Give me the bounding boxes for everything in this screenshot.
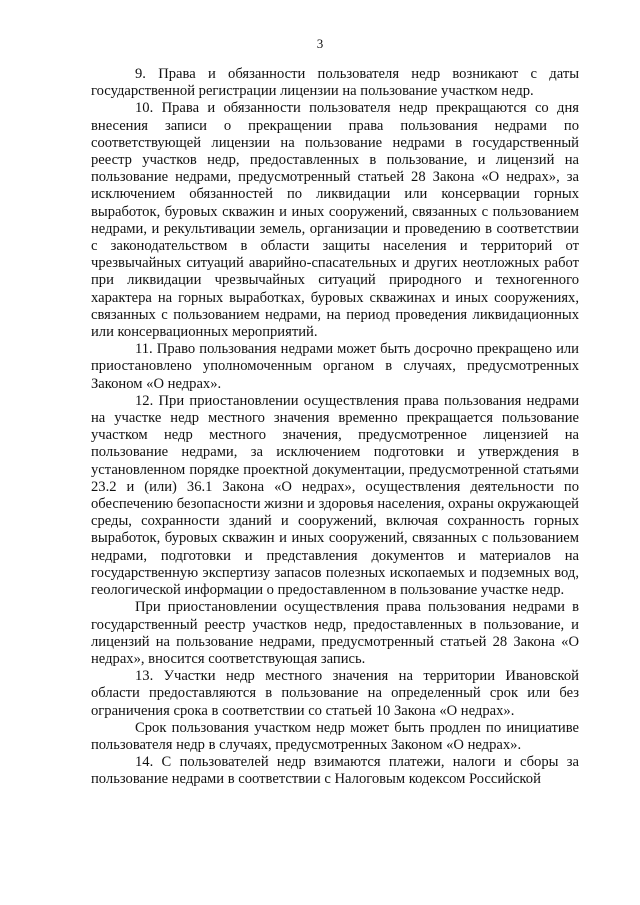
paragraph-11: 11. Право пользования недрами может быть досрочно прекращено или приостановлено уполномоченным органом в случаях, предусмотренных Законом «О недрах». xyxy=(91,341,579,392)
paragraph-14: 14. С пользователей недр взимаются платежи, налоги и сборы за пользование недрами в соответствии с Налоговым кодексом Российской xyxy=(91,754,579,788)
paragraph-9: 9. Права и обязанности пользователя недр возникают с даты государственной регистрации лицензии на пользование участком недр. xyxy=(91,66,579,100)
paragraph-10: 10. Права и обязанности пользователя недр прекращаются со дня внесения записи о прекращении права пользования недрами по соответствующей лицензии на пользование недрами в государственный реестр участков недр, предоставленных в пользование, и лицензий на пользование недрами, предусмотренный статьей 28 Закона «О недрах», за исключением обязанностей по ликвидации или консервации горных выработок, буровых скважин и иных сооружений, связанных с пользованием недрами, и рекультивации земель, организации и проведению в соответствии с законодательством в области защиты населения и территорий от чрезвычайных ситуаций аварийно-спасательных и других неотложных работ при ликвидации чрезвычайных ситуаций природного и техногенного характера на горных выработках, буровых скважинах и иных сооружениях, связанных с пользованием недрами, на период проведения ликвидационных или консервационных мероприятий. xyxy=(91,100,579,341)
paragraph-12-continuation: При приостановлении осуществления права пользования недрами в государственный реестр участков недр, предоставленных в пользование, и лицензий на пользование недрами, предусмотренный статьей 28 Закона «О недрах», вносится соответствующая запись. xyxy=(91,599,579,667)
page-number: 3 xyxy=(316,36,324,51)
paragraph-12: 12. При приостановлении осуществления права пользования недрами на участке недр местного значения временно прекращается пользование участком недр местного значения, предусмотренное лицензией на пользование недрами, за исключением подготовки и утверждения в установленном порядке проектной документации, предусмотренной статьями 23.2 и (или) 36.1 Закона «О недрах», осуществления деятельности по обеспечению безопасности жизни и здоровья населения, охраны окружающей среды, сохранности зданий и сооружений, включая сохранность горных выработок, буровых скважин и иных сооружений, связанных с пользованием недрами, подготовки и представления документов и материалов на государственную экспертизу запасов полезных ископаемых и подземных вод, геологической информации о предоставленном в пользование участке недр. xyxy=(91,392,579,599)
document-body xyxy=(91,66,579,789)
paragraph-13-continuation: Срок пользования участком недр может быть продлен по инициативе пользователя недр в случаях, предусмотренных Законом «О недрах». xyxy=(91,719,579,753)
paragraph-13: 13. Участки недр местного значения на территории Ивановской области предоставляются в пользование на определенный срок или без ограничения срока в соответствии со статьей 10 Закона «О недрах». xyxy=(91,668,579,719)
